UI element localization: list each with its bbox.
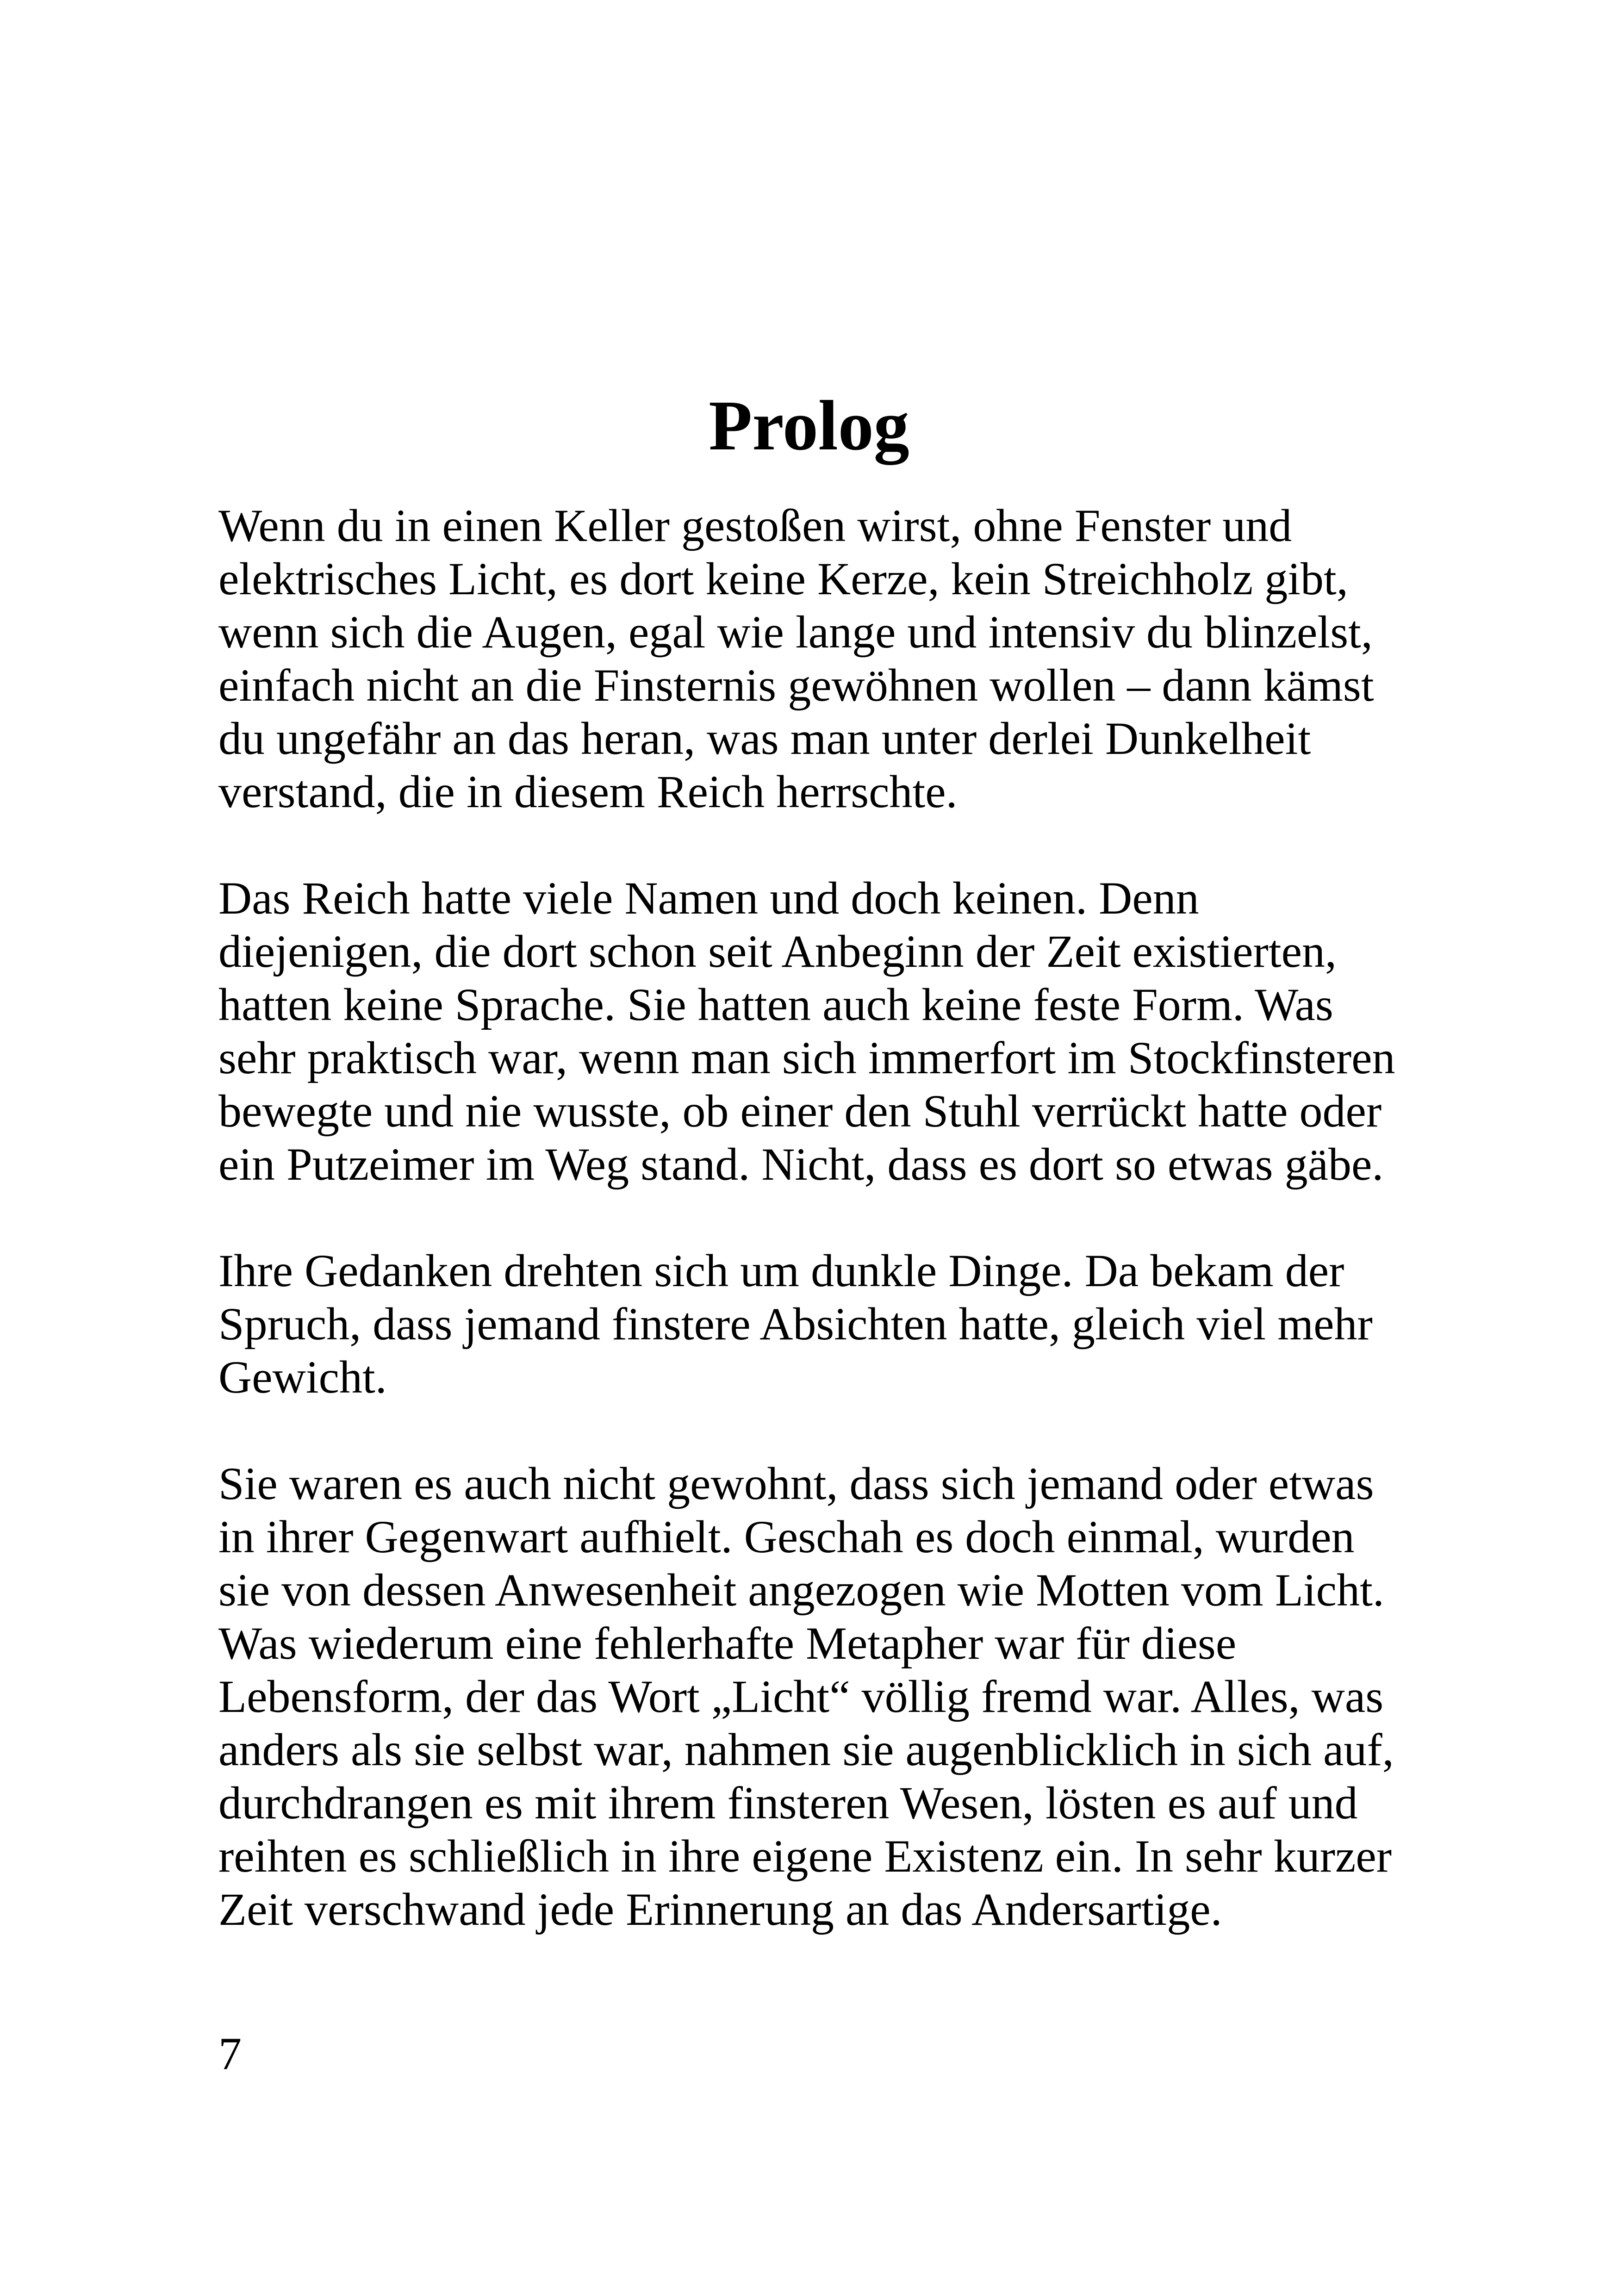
text-line: Wenn du in einen Keller gestoßen wirst, ohne Fenster und: [218, 500, 1292, 551]
text-line: wenn sich die Augen, egal wie lange und intensiv du blinzelst,: [218, 606, 1373, 658]
text-line: elektrisches Licht, es dort keine Kerze, kein Streichholz gibt,: [218, 553, 1348, 604]
text-line: du ungefähr an das heran, was man unter derlei Dunkelheit: [218, 713, 1311, 764]
text-line: sie von dessen Anwesenheit angezogen wie Motten vom Licht.: [218, 1564, 1384, 1616]
chapter-title: Prolog: [709, 386, 909, 465]
chapter-body: [218, 499, 1445, 1989]
text-line: verstand, die in diesem Reich herrschte.: [218, 766, 958, 817]
paragraph-1: [218, 499, 1445, 818]
text-line: hatten keine Sprache. Sie hatten auch keine feste Form. Was: [218, 979, 1333, 1030]
paragraph-3: [218, 1244, 1445, 1404]
text-line: diejenigen, die dort schon seit Anbeginn der Zeit existierten,: [218, 926, 1337, 977]
text-line: Lebensform, der das Wort „Licht“ völlig fremd war. Alles, was: [218, 1671, 1384, 1722]
paragraph-2: [218, 871, 1445, 1191]
text-line: Gewicht.: [218, 1351, 387, 1403]
text-line: anders als sie selbst war, nahmen sie augenblicklich in sich auf,: [218, 1724, 1394, 1775]
text-line: in ihrer Gegenwart aufhielt. Geschah es doch einmal, wurden: [218, 1511, 1355, 1562]
text-line: durchdrangen es mit ihrem finsteren Wesen, lösten es auf und: [218, 1777, 1358, 1829]
text-line: Spruch, dass jemand finstere Absichten hatte, gleich viel mehr: [218, 1298, 1373, 1350]
text-line: sehr praktisch war, wenn man sich immerfort im Stockfinsteren: [218, 1032, 1395, 1083]
text-line: Zeit verschwand jede Erinnerung an das Andersartige.: [218, 1884, 1222, 1935]
text-line: bewegte und nie wusste, ob einer den Stuhl verrückt hatte oder: [218, 1085, 1382, 1137]
text-line: Sie waren es auch nicht gewohnt, dass sich jemand oder etwas: [218, 1458, 1374, 1509]
paragraph-4: [218, 1457, 1445, 1936]
text-line: Das Reich hatte viele Namen und doch keinen. Denn: [218, 872, 1199, 924]
text-line: ein Putzeimer im Weg stand. Nicht, dass es dort so etwas gäbe.: [218, 1139, 1384, 1190]
page-number: 7: [218, 2028, 242, 2079]
text-line: reihten es schließlich in ihre eigene Existenz ein. In sehr kurzer: [218, 1830, 1392, 1882]
text-line: einfach nicht an die Finsternis gewöhnen wollen – dann kämst: [218, 660, 1374, 711]
text-line: Was wiederum eine fehlerhafte Metapher war für diese: [218, 1618, 1237, 1669]
text-line: Ihre Gedanken drehten sich um dunkle Dinge. Da bekam der: [218, 1245, 1344, 1296]
